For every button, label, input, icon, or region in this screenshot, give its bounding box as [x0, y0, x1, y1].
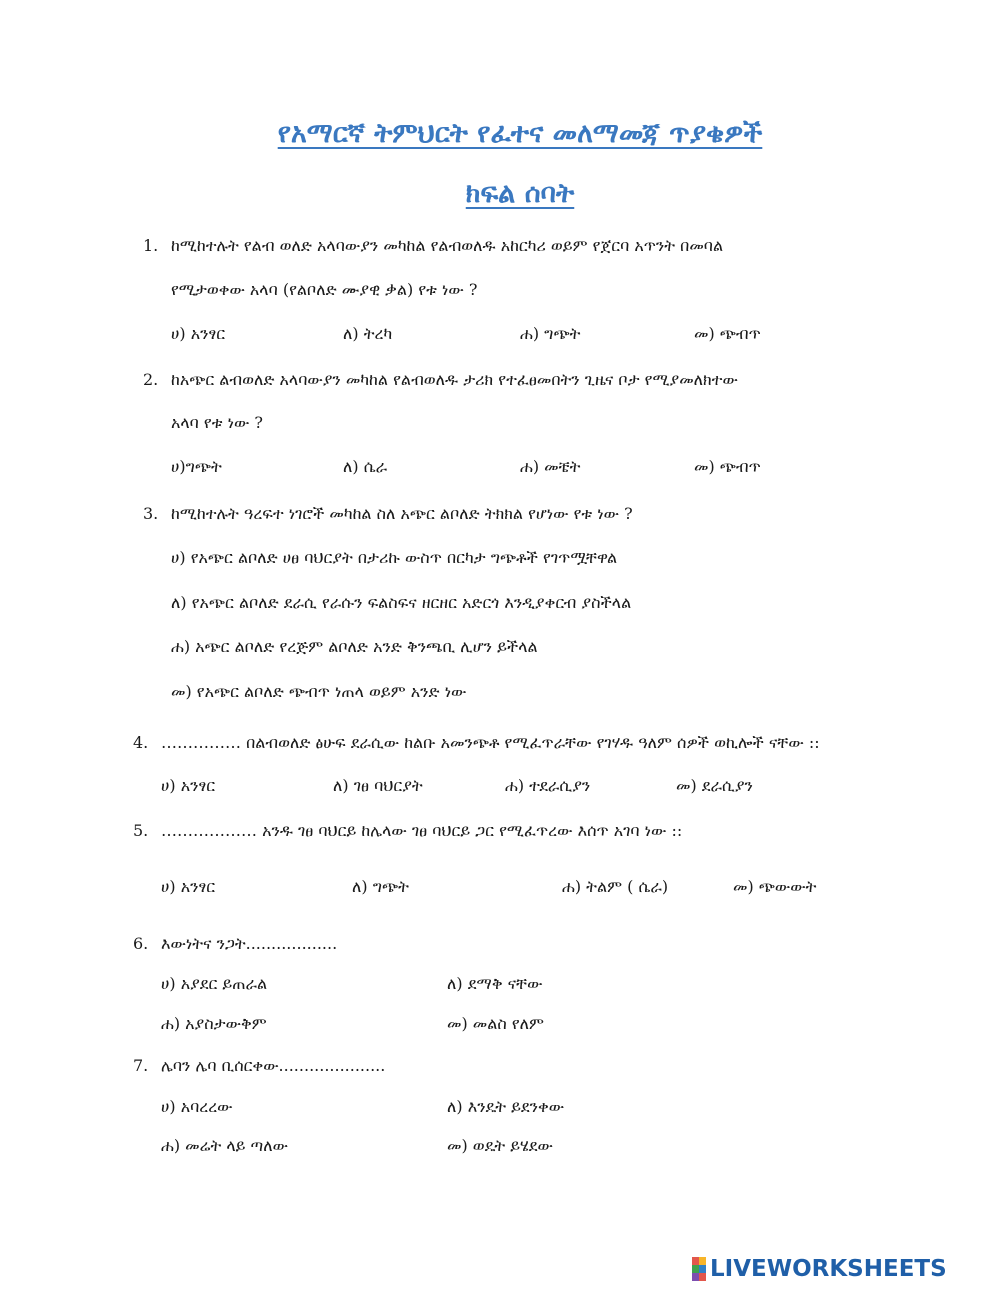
question-7-option-c[interactable]: ሐ) መሬት ላይ ጣለው [161, 1136, 288, 1155]
question-4-number: 4. [133, 733, 149, 752]
question-7-option-b[interactable]: ለ) እንዴት ይደንቀው [447, 1097, 565, 1116]
logo-square [692, 1257, 699, 1265]
question-7-number: 7. [133, 1056, 149, 1075]
question-7-text: ሌባን ሌባ ቢሰርቀው..................... [161, 1056, 386, 1075]
logo-square [699, 1257, 706, 1265]
question-1-number: 1. [143, 236, 159, 255]
question-2-option-c[interactable]: ሐ) መቼት [520, 457, 581, 476]
question-7-option-a[interactable]: ሀ) አባረረው [161, 1097, 233, 1116]
question-4-option-a[interactable]: ሀ) አንፃር [161, 776, 216, 795]
question-3-number: 3. [143, 504, 159, 523]
liveworksheets-logo-icon [692, 1257, 706, 1281]
question-5-text: ……………… አንዱ ገፀ ባህርይ ከሌላው ገፀ ባህርይ ጋር የሚፈጥረው እሰጥ አገባ ነው :: [161, 821, 683, 840]
question-1-text-line-1: ከሚከተሉት የልብ ወለድ አላባውያን መካከል የልብወለዱ አከርካሪ ወይም የጀርባ አጥንት በመባል [171, 236, 724, 255]
question-7-option-d[interactable]: መ) ወዴት ይሄደው [447, 1136, 553, 1155]
question-2-text-line-2: አላባ የቱ ነው ? [171, 413, 263, 432]
logo-square [692, 1265, 699, 1273]
question-2-option-b[interactable]: ለ) ሴራ [343, 457, 388, 476]
question-3-option-d[interactable]: መ) የአጭር ልቦለድ ጭብጥ ነጠላ ወይም አንድ ነው [171, 682, 467, 701]
question-1-option-a[interactable]: ሀ) አንፃር [171, 324, 226, 343]
page-subtitle: ክፍል ሰባት [465, 178, 575, 209]
question-6-option-d[interactable]: መ) መልስ የለም [447, 1014, 545, 1033]
question-3-option-b[interactable]: ለ) የአጭር ልቦለድ ደራሲ የራሱን ፍልስፍና ዘርዘር አድርጎ እንዲያቀርብ ያስችላል [171, 593, 632, 612]
liveworksheets-logo [692, 1256, 947, 1282]
question-2-text-line-1: ከአጭር ልብወለድ አላባውያን መካከል የልብወለዱ ታሪክ የተፈፀመበትን ጊዜና ቦታ የሚያመለክተው [171, 370, 738, 389]
question-6-text: እውነትና ንጋት.................. [161, 934, 338, 953]
question-1-option-b[interactable]: ለ) ትረካ [343, 324, 393, 343]
question-5-option-c[interactable]: ሐ) ትልም ( ሴራ) [562, 877, 669, 896]
question-5-option-d[interactable]: መ) ጭውውት [733, 877, 817, 896]
question-1-text-line-2: የሚታወቀው አላባ (የልቦለድ ሙያዊ ቃል) የቱ ነው ? [171, 280, 478, 299]
question-6-option-c[interactable]: ሐ) አያስታውቅም [161, 1014, 267, 1033]
question-2-option-d[interactable]: መ) ጭብጥ [694, 457, 761, 476]
question-4-text: …………… በልብወለድ ፅሁፍ ደራሲው ከልቡ አመንጭቶ የሚፈጥራቸው የገሃዱ ዓለም ሰዎች ወኪሎች ናቸው :: [161, 733, 820, 752]
logo-square [699, 1265, 706, 1273]
question-3-option-c[interactable]: ሐ) አጭር ልቦለድ የረጅም ልቦለድ አንድ ቅንጫቢ ሊሆን ይችላል [171, 637, 538, 656]
question-2-option-a[interactable]: ሀ)ግጭት [171, 457, 222, 476]
question-1-option-c[interactable]: ሐ) ግጭት [520, 324, 581, 343]
logo-text: LIVEWORKSHEETS [710, 1256, 947, 1282]
question-5-number: 5. [133, 821, 149, 840]
question-1-option-d[interactable]: መ) ጭብጥ [694, 324, 761, 343]
question-6-option-b[interactable]: ለ) ደማቅ ናቸው [447, 974, 543, 993]
page-title: የአማርኛ ትምህርት የፈተና መለማመጃ ጥያቄዎች [277, 118, 763, 149]
question-5-option-a[interactable]: ሀ) አንፃር [161, 877, 216, 896]
question-6-option-a[interactable]: ሀ) አያደር ይጠራል [161, 974, 268, 993]
question-4-option-b[interactable]: ለ) ገፀ ባህርያት [333, 776, 423, 795]
question-3-option-a[interactable]: ሀ) የአጭር ልቦለድ ሀፀ ባህርያት በታሪኩ ውስጥ በርካታ ግጭቶች የገጥሟቸዋል [171, 548, 618, 567]
logo-square [699, 1273, 706, 1281]
question-6-number: 6. [133, 934, 149, 953]
question-3-text: ከሚከተሉት ዓረፍተ ነገሮች መካከል ስለ አጭር ልቦለድ ትክክል የሆነው የቱ ነው ? [171, 504, 633, 523]
question-2-number: 2. [143, 370, 159, 389]
logo-square [692, 1273, 699, 1281]
question-5-option-b[interactable]: ለ) ግጭት [352, 877, 409, 896]
question-4-option-c[interactable]: ሐ) ተደራሲያን [505, 776, 591, 795]
question-4-option-d[interactable]: መ) ደራሲያን [676, 776, 753, 795]
